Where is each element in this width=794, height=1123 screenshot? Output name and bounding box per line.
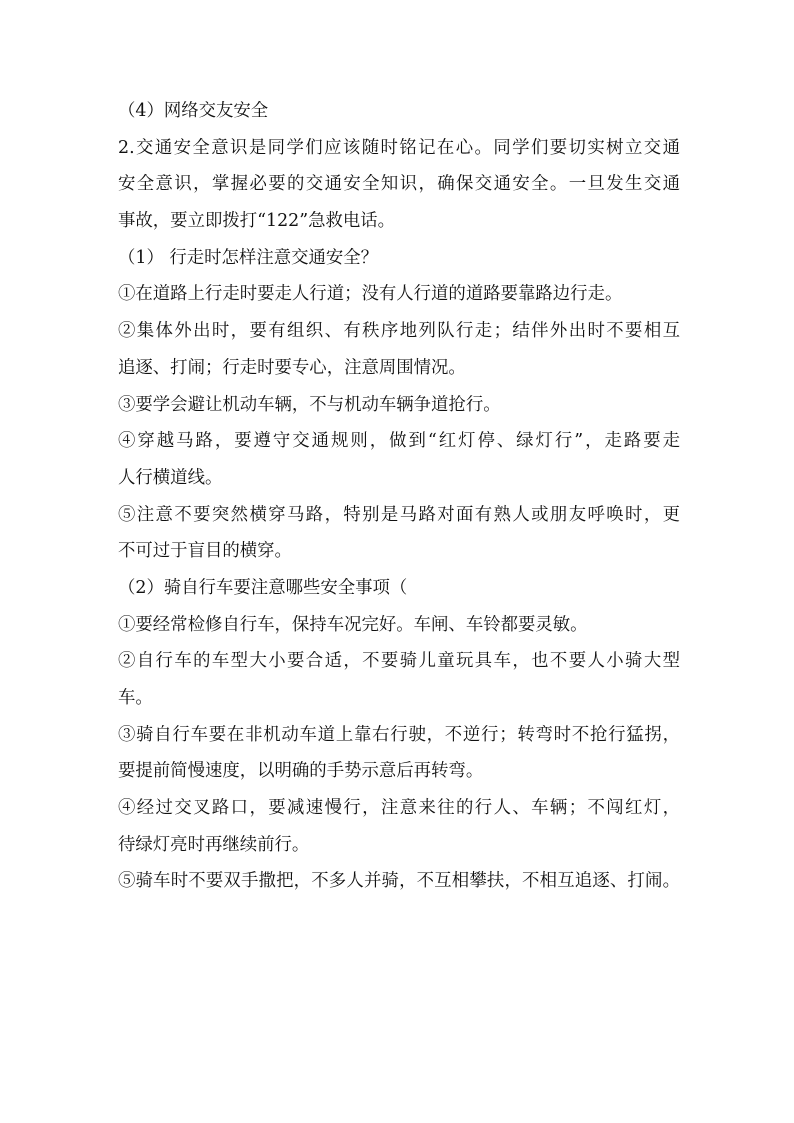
list-item: ⑤骑车时不要双手撒把，不多人并骑，不互相攀扶，不相互追逐、打闹。	[118, 871, 680, 892]
list-item: ②自行车的车型大小要合适，不要骑儿童玩具车，也不要人小骑大型	[118, 651, 680, 672]
paragraph-line: 2.交通安全意识是同学们应该随时铭记在心。同学们要切实树立交通	[118, 137, 680, 158]
list-item: ③要学会避让机动车辆，不与机动车辆争道抢行。	[118, 394, 501, 415]
list-item-continuation: 要提前简慢速度，以明确的手势示意后再转弯。	[118, 761, 484, 782]
subheading-online-friendship-safety: （4）网络交友安全	[118, 101, 269, 121]
question-bicycle-safety: （2）骑自行车要注意哪些安全事项（	[118, 577, 408, 598]
list-item-continuation: 追逐、打闹；行走时要专心，注意周围情况。	[118, 357, 466, 378]
question-walking-safety: （1） 行走时怎样注意交通安全？	[118, 247, 379, 268]
list-item: ④穿越马路，要遵守交通规则，做到“红灯停、绿灯行”，走路要走	[118, 431, 680, 452]
list-item: ②集体外出时，要有组织、有秩序地列队行走；结伴外出时不要相互	[118, 321, 680, 342]
list-item: ①在道路上行走时要走人行道；没有人行道的道路要靠路边行走。	[118, 284, 623, 305]
document-body	[118, 93, 680, 900]
list-item: ①要经常检修自行车，保持车况完好。车闸、车铃都要灵敏。	[118, 614, 588, 635]
paragraph-line: 事故，要立即拨打“122”急救电话。	[118, 211, 396, 232]
list-item-continuation: 车。	[118, 688, 153, 708]
list-item: ③骑自行车要在非机动车道上靠右行驶，不逆行；转弯时不抢行猛拐，	[118, 724, 680, 745]
list-item-continuation: 待绿灯亮时再继续前行。	[118, 834, 310, 855]
paragraph-line: 安全意识，掌握必要的交通安全知识，确保交通安全。一旦发生交通	[118, 174, 680, 195]
list-item: ④经过交叉路口，要减速慢行，注意来往的行人、车辆；不闯红灯，	[118, 798, 680, 819]
list-item-continuation: 人行横道线。	[118, 467, 223, 488]
list-item-continuation: 不可过于盲目的横穿。	[118, 541, 292, 562]
list-item: ⑤注意不要突然横穿马路，特别是马路对面有熟人或朋友呼唤时，更	[118, 504, 680, 525]
